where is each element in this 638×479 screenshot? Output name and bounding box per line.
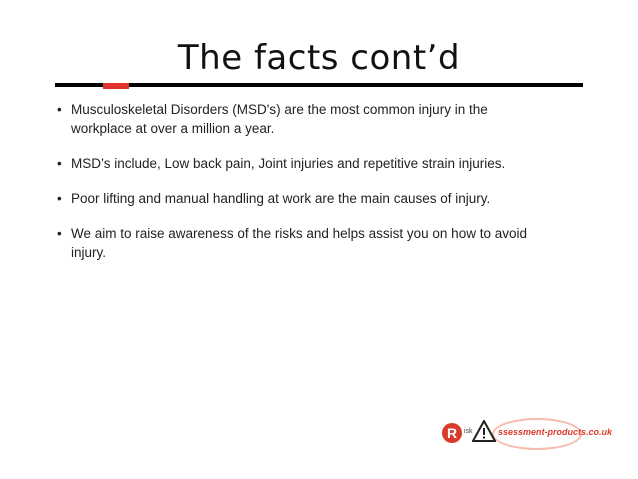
logo-r-circle: R <box>442 423 462 443</box>
bullet-text-line: workplace at over a million a year. <box>71 121 275 136</box>
bullet-dot: • <box>57 102 62 117</box>
slide-title: The facts cont’d <box>177 38 461 78</box>
bullet-list <box>55 100 595 278</box>
title-accent-bar <box>103 83 129 89</box>
logo-small-text: isk <box>464 428 473 435</box>
bullet-text-line: We aim to raise awareness of the risks and helps assist you on how to avoid <box>71 226 527 241</box>
bullet-dot: • <box>57 156 62 171</box>
bullet-item <box>55 154 595 173</box>
warning-triangle-icon <box>472 420 496 442</box>
company-logo <box>442 418 613 450</box>
bullet-text-line: injury. <box>71 245 107 260</box>
bullet-text-line: MSD’s include, Low back pain, Joint injuries and repetitive strain injuries. <box>71 156 506 171</box>
bullet-dot: • <box>57 226 62 241</box>
bullet-item <box>55 100 595 138</box>
bullet-item <box>55 224 595 262</box>
bullet-text-line: Poor lifting and manual handling at work are the main causes of injury. <box>71 191 491 206</box>
bullet-item <box>55 189 595 208</box>
title-underline <box>55 83 583 87</box>
bullet-dot: • <box>57 191 62 206</box>
bullet-text-line: Musculoskeletal Disorders (MSD's) are the most common injury in the <box>71 102 488 117</box>
logo-text: ssessment-products.co.uk <box>498 427 613 437</box>
